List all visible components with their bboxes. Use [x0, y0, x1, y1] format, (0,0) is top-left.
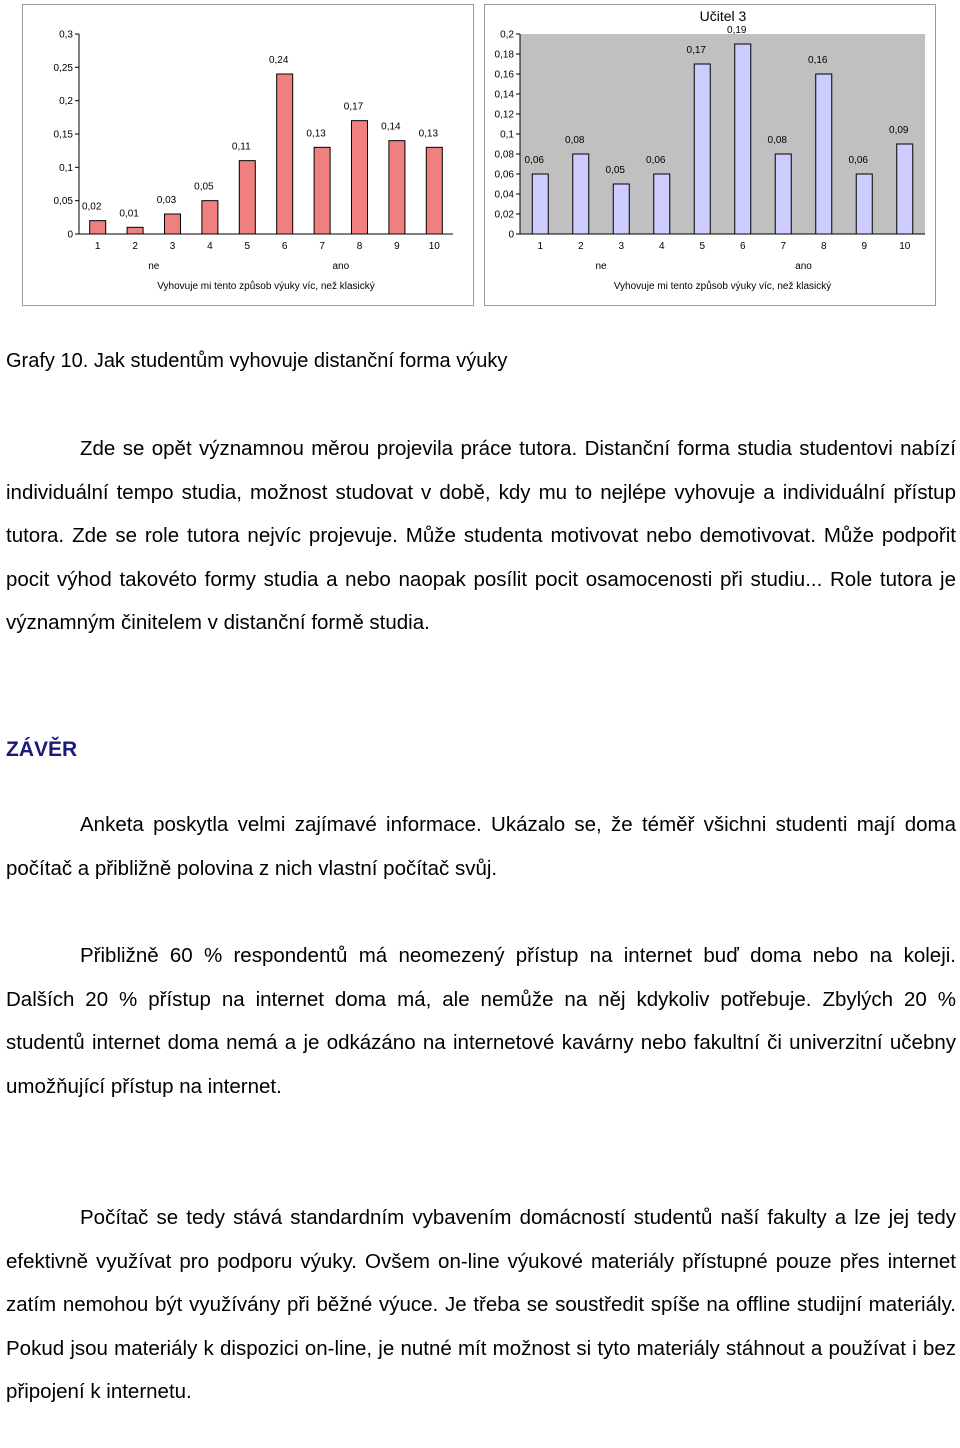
x-tick-label: 8: [356, 241, 363, 252]
chart-left: [22, 4, 474, 306]
bar-value-label: 0,13: [306, 128, 326, 140]
y-tick-label: 0,02: [494, 209, 514, 221]
bar-value-label: 0,06: [848, 155, 868, 166]
bar-value-label: 0,17: [686, 45, 706, 56]
bar-value-label: 0,03: [156, 195, 177, 206]
group-label: ano: [795, 261, 812, 272]
figure-caption: Grafy 10. Jak studentům vyhovuje distanční forma výuky: [6, 350, 508, 372]
bar-value-label: 0,05: [194, 181, 214, 193]
y-tick-label: 0: [508, 229, 514, 241]
x-tick-label: 3: [618, 241, 625, 252]
y-tick-label: 0,04: [494, 189, 514, 201]
chart-title: Učitel 3: [699, 8, 747, 24]
x-tick-label: 6: [739, 241, 746, 252]
x-tick-label: 5: [699, 241, 706, 252]
chart-svg: [23, 5, 473, 305]
x-tick-label: 5: [244, 241, 251, 252]
bar: [202, 201, 218, 234]
bar: [735, 44, 751, 234]
y-tick-label: 0,12: [494, 109, 514, 121]
y-tick-label: 0,2: [500, 29, 514, 41]
x-axis-label: Vyhovuje mi tento způsob výuky víc, než klasický: [613, 281, 832, 292]
x-tick-label: 1: [537, 241, 544, 252]
bar: [389, 141, 405, 234]
y-tick-label: 0,14: [494, 89, 514, 101]
bar: [694, 64, 710, 234]
bar-value-label: 0,06: [524, 155, 544, 166]
x-axis-label: Vyhovuje mi tento způsob výuky víc, než klasický: [157, 281, 375, 292]
x-tick-label: 4: [207, 241, 213, 252]
chart-svg: [485, 5, 935, 305]
bar-value-label: 0,05: [605, 165, 625, 176]
x-tick-label: 8: [820, 241, 827, 252]
bar: [573, 154, 589, 234]
y-tick-label: 0,16: [494, 69, 514, 81]
x-tick-label: 2: [132, 241, 138, 252]
group-label: ne: [595, 261, 607, 272]
bar: [314, 147, 330, 234]
paragraph-internet-access: Přibližně 60 % respondentů má neomezený přístup na internet buď doma nebo na koleji. Dalších 20 % přístup na internet doma má, ale nemůže na něj kdykoliv potřebuje. Zbylých 20 % studentů internet doma nemá a je odkázáno na internetové kavárny nebo fakultní či univerzitní učebny umožňující přístup na internet.: [6, 944, 956, 1098]
x-tick-label: 10: [428, 241, 440, 252]
y-tick-label: 0,1: [59, 162, 73, 174]
bar: [165, 214, 181, 234]
bar: [775, 154, 791, 234]
bar-value-label: 0,09: [889, 125, 909, 136]
bar-value-label: 0,13: [418, 128, 439, 140]
bar-value-label: 0,08: [767, 135, 787, 146]
bar: [90, 221, 106, 234]
x-tick-label: 3: [169, 241, 176, 252]
chart-right: [484, 4, 936, 306]
bar-value-label: 0,17: [343, 101, 364, 113]
bar: [856, 174, 872, 234]
y-tick-label: 0,3: [59, 29, 73, 41]
group-label: ano: [332, 261, 350, 272]
x-tick-label: 7: [780, 241, 787, 252]
x-tick-label: 10: [899, 241, 911, 252]
bar: [613, 184, 629, 234]
x-tick-label: 2: [577, 241, 584, 252]
bar-value-label: 0,02: [81, 201, 102, 213]
bar: [352, 121, 368, 234]
bar-value-label: 0,19: [727, 25, 747, 36]
bar-value-label: 0,16: [808, 55, 828, 66]
y-tick-label: 0,06: [494, 169, 514, 181]
bar: [239, 161, 255, 234]
bar: [654, 174, 670, 234]
section-heading: ZÁVĚR: [6, 738, 78, 761]
bar: [277, 74, 293, 234]
y-tick-label: 0,18: [494, 49, 514, 61]
bar-value-label: 0,01: [119, 208, 139, 220]
paragraph-survey: Anketa poskytla velmi zajímavé informace. Ukázalo se, že téměř všichni studenti mají doma počítač a přibližně polovina z nich vlastní počítač svůj.: [6, 813, 956, 880]
paragraph-tutor: Zde se opět významnou měrou projevila práce tutora. Distanční forma studia studentovi nabízí individuální tempo studia, možnost studovat v době, kdy mu to nejlépe vyhovuje a individuální přístup tutora. Zde se role tutora nejvíc projevuje. Může studenta motivovat nebo demotivovat. Může podpořit pocit výhod takovéto formy studia a nebo naopak posílit pocit osamocenosti při studiu... Role tutora je významným činitelem v distanční formě studia.: [6, 437, 956, 634]
x-tick-label: 9: [861, 241, 868, 252]
group-label: ne: [148, 261, 160, 272]
x-tick-label: 9: [394, 241, 400, 252]
y-tick-label: 0,25: [53, 62, 73, 74]
bar-value-label: 0,24: [268, 55, 289, 66]
paragraph-conclusion: Počítač se tedy stává standardním vybavením domácností studentů naší fakulty a lze jej tedy efektivně využívat pro podporu výuky. Ovšem on-line výukové materiály přístupné pouze přes internet zatím nemohou být využívány při běžné výuce. Je třeba se soustředit spíše na offline studijní materiály. Pokud jsou materiály k dispozici on-line, je nutné mít možnost si tyto materiály stáhnout a používat i bez připojení k internetu.: [6, 1206, 956, 1403]
bar: [816, 74, 832, 234]
y-tick-label: 0,1: [500, 129, 514, 141]
y-tick-label: 0,05: [53, 196, 73, 208]
bar: [532, 174, 548, 234]
bar: [897, 144, 913, 234]
y-tick-label: 0,08: [494, 149, 514, 161]
bar: [127, 227, 143, 234]
bar: [426, 147, 442, 234]
bar-value-label: 0,14: [381, 121, 401, 133]
x-tick-label: 1: [94, 241, 101, 252]
y-tick-label: 0: [67, 229, 73, 241]
y-tick-label: 0,2: [59, 96, 73, 108]
x-tick-label: 6: [281, 241, 288, 252]
bar-value-label: 0,06: [646, 155, 666, 166]
bar-value-label: 0,08: [565, 135, 585, 146]
y-tick-label: 0,15: [53, 129, 73, 141]
bar-value-label: 0,11: [231, 141, 251, 153]
x-tick-label: 4: [658, 241, 665, 252]
x-tick-label: 7: [319, 241, 325, 252]
